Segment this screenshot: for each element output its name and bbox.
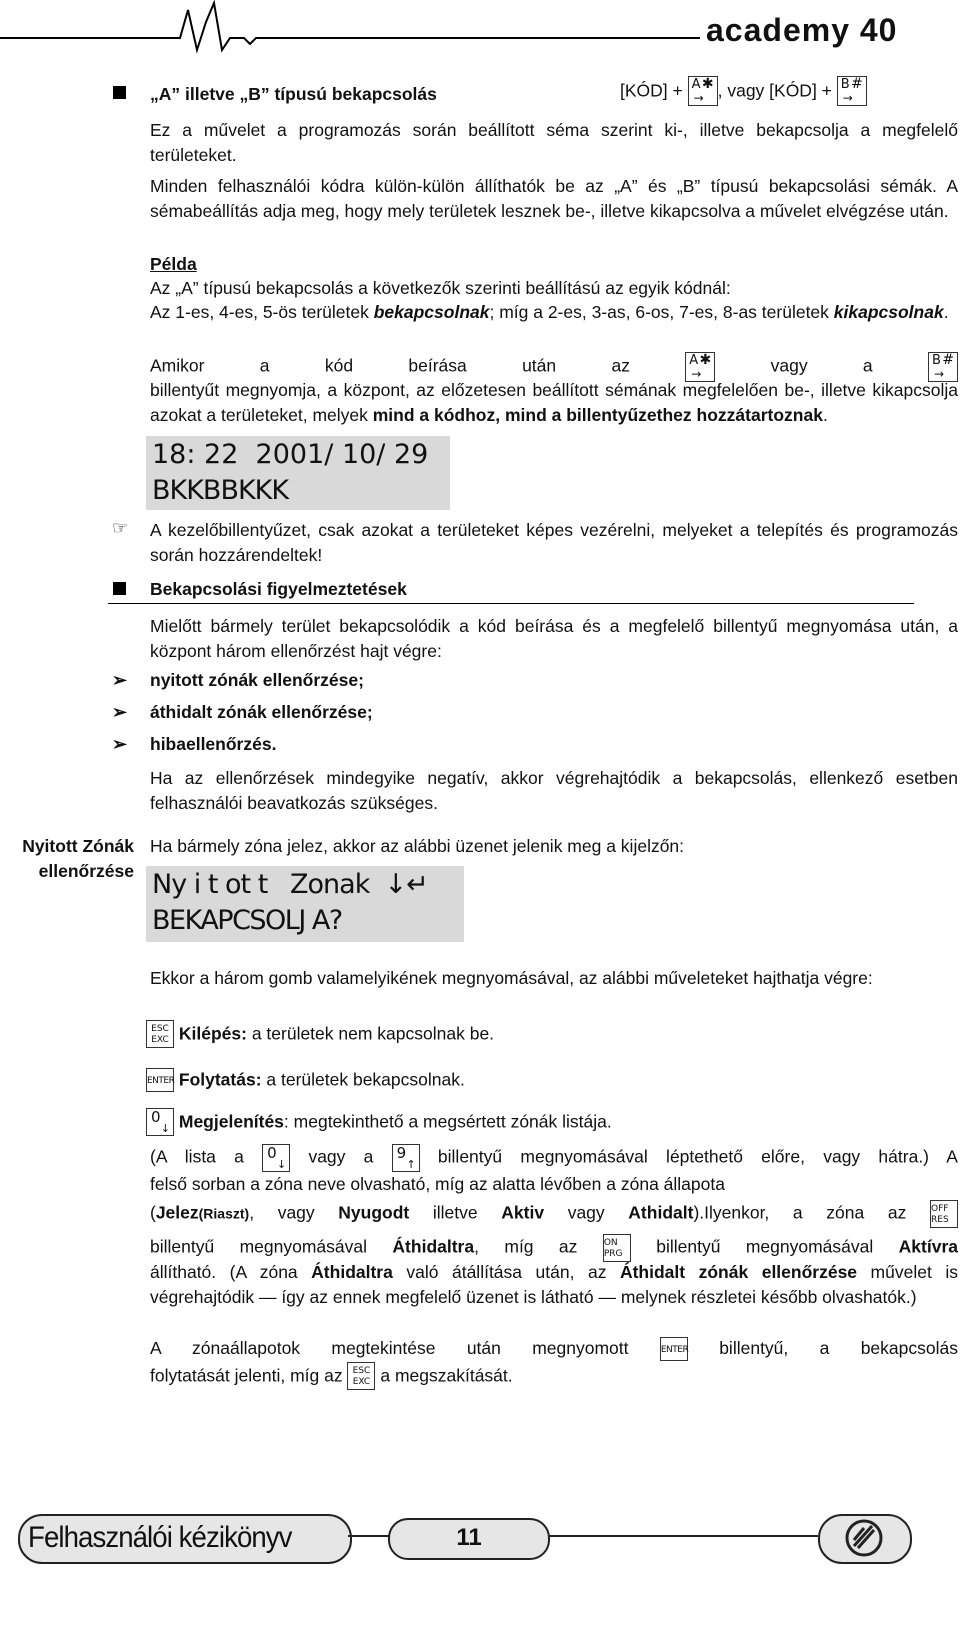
- section1-paragraph-2: Minden felhasználói kódra külön-külön állíthatók be az „A” és „B” típusú bekapcsolási sémák. A sémabeállítás adja meg, hogy mely területek lesznek be-, illetve kikapcsolva a művelet elvégzése után.: [150, 176, 958, 221]
- section3-paragraph-6-line1: A zónaállapotok megtekintése után megnyomott ENTER billentyű, a bekapcsolás: [150, 1336, 958, 1361]
- b-hash-key-icon: B # →: [928, 352, 958, 382]
- footer-title: Felhasználói kézikönyv: [28, 1521, 292, 1554]
- check-item-3: hibaellenőrzés.: [150, 734, 277, 754]
- lcd-display-1: [146, 436, 450, 510]
- off-res-key-icon: OFF RES: [930, 1200, 958, 1228]
- pulse-line-logo: [0, 0, 700, 60]
- example-line-2: Az 1-es, 4-es, 5-ös területek bekapcsolnak; míg a 2-es, 3-as, 6-os, 7-es, 8-as területek kikapcsolnak.: [150, 302, 949, 322]
- lcd2-line-1: Ny i t ot t Zonak ↓↵: [152, 869, 428, 900]
- brand-title: academy 40: [706, 12, 898, 48]
- section2-divider: [108, 603, 914, 604]
- lcd-line-2: BKKBBKKK: [152, 475, 289, 506]
- pointing-hand-icon: ☞: [112, 518, 129, 538]
- sidebar-label: Nyitott Zónák ellenőrzése: [22, 836, 134, 881]
- lcd-line-1: 18: 22 2001/ 10/ 29: [152, 439, 429, 470]
- section3-paragraph-2-line2: felső sorban a zóna neve olvasható, míg az alatta lévőben a zóna állapota: [150, 1174, 725, 1194]
- header: [0, 0, 960, 60]
- nine-up-key-icon: 9 ↑: [392, 1144, 420, 1172]
- section3-paragraph-4: billentyű megnyomásával Áthidaltra, míg az ON PRG billentyű megnyomásával Aktívra: [150, 1234, 958, 1262]
- b-hash-key-icon: B # →: [837, 76, 867, 106]
- section2-title: Bekapcsolási figyelmeztetések: [150, 579, 407, 599]
- section3-intro: Ha bármely zóna jelez, akkor az alábbi üzenet jelenik meg a kijelzőn:: [150, 836, 685, 856]
- arrow-bullet-icon: ➢: [112, 702, 128, 722]
- section1-paragraph-3-line1: Amikor a kód beírása után az A ✱ → vagy a B # →: [150, 352, 958, 382]
- a-star-key-icon: A ✱ →: [688, 76, 718, 106]
- example-line-1: Az „A” típusú bekapcsolás a következők szerinti beállítású az egyik kódnál:: [150, 278, 731, 298]
- lcd-display-2: [146, 866, 464, 942]
- esc-key-icon: ESC EXC: [146, 1020, 174, 1048]
- option-display: 0 ↓ Megjelenítés: megtekinthető a megsértett zónák listája.: [146, 1108, 612, 1136]
- section1-title: „A” illetve „B” típusú bekapcsolás: [150, 84, 437, 104]
- esc-key-icon: ESC EXC: [347, 1362, 375, 1390]
- section3-paragraph-1: Ekkor a három gomb valamelyikének megnyomásával, az alábbi műveleteket hajthatja végre:: [150, 968, 873, 988]
- section2-paragraph-1: Mielőtt bármely terület bekapcsolódik a kód beírása és a megfelelő billentyű megnyomása után, a központ három ellenőrzést hajt végre:: [150, 616, 958, 661]
- section3-paragraph-3: (Jelez(Riaszt), vagy Nyugodt illetve Aktiv vagy Athidalt).Ilyenkor, a zóna az OFF RES: [150, 1200, 958, 1228]
- option-continue: ENTER Folytatás: a területek bekapcsolnak.: [146, 1068, 465, 1092]
- section3-paragraph-2-line1: (A lista a 0 ↓ vagy a 9 ↑ billentyű megnyomásával léptethető előre, vagy hátra.) A: [150, 1144, 958, 1171]
- section3-paragraph-6-line2: folytatását jelenti, míg az ESC EXC a megszakítását.: [150, 1362, 513, 1390]
- page-number: 11: [456, 1524, 482, 1551]
- section3-paragraph-5: állítható. (A zóna Áthidaltra való átállítása után, az Áthidalt zónák ellenőrzése művelet is végrehajtódik — így az ennek megfelelő üzenet is látható — melynek részletei később olvashatók.): [150, 1262, 958, 1307]
- on-prg-key-icon: ON PRG: [603, 1234, 631, 1262]
- footer: [0, 1508, 960, 1568]
- check-item-1: nyitott zónák ellenőrzése;: [150, 670, 364, 690]
- arrow-bullet-icon: ➢: [112, 670, 128, 690]
- zero-down-key-icon: 0 ↓: [146, 1108, 174, 1136]
- example-label: Példa: [150, 254, 197, 274]
- section1-code-line: [KÓD] + A ✱ → , vagy [KÓD] + B # →: [620, 76, 867, 106]
- section2-paragraph-2: Ha az ellenőrzések mindegyike negatív, akkor végrehajtódik a bekapcsolás, ellenkező esetben felhasználói beavatkozás szükséges.: [150, 768, 958, 813]
- check-item-2: áthidalt zónák ellenőrzése;: [150, 702, 373, 722]
- section1-paragraph-1: Ez a művelet a programozás során beállított séma szerint ki-, illetve bekapcsolja a megfelelő területeket.: [150, 120, 958, 165]
- note-text: A kezelőbillentyűzet, csak azokat a területeket képes vezérelni, melyeket a telepítés és programozás során hozzárendeltek!: [150, 520, 958, 565]
- square-bullet-icon: [113, 86, 126, 99]
- company-logo-icon: [842, 1516, 886, 1560]
- enter-key-icon: ENTER: [660, 1337, 688, 1361]
- square-bullet-icon: [113, 582, 126, 595]
- zero-down-key-icon: 0 ↓: [262, 1144, 290, 1172]
- lcd2-line-2: BEKAPCSOLJ A?: [152, 905, 342, 936]
- arrow-bullet-icon: ➢: [112, 734, 128, 754]
- section1-paragraph-3-body: billentyűt megnyomja, a központ, az előzetesen beállított sémának megfelelően be-, illetve kikapcsolja azokat a területeket, melyek mind a kódhoz, mind a billentyűzethez hozzátartoznak.: [150, 380, 958, 425]
- option-exit: ESC EXC Kilépés: a területek nem kapcsolnak be.: [146, 1020, 494, 1048]
- enter-key-icon: ENTER: [146, 1068, 174, 1092]
- a-star-key-icon: A ✱ →: [685, 352, 715, 382]
